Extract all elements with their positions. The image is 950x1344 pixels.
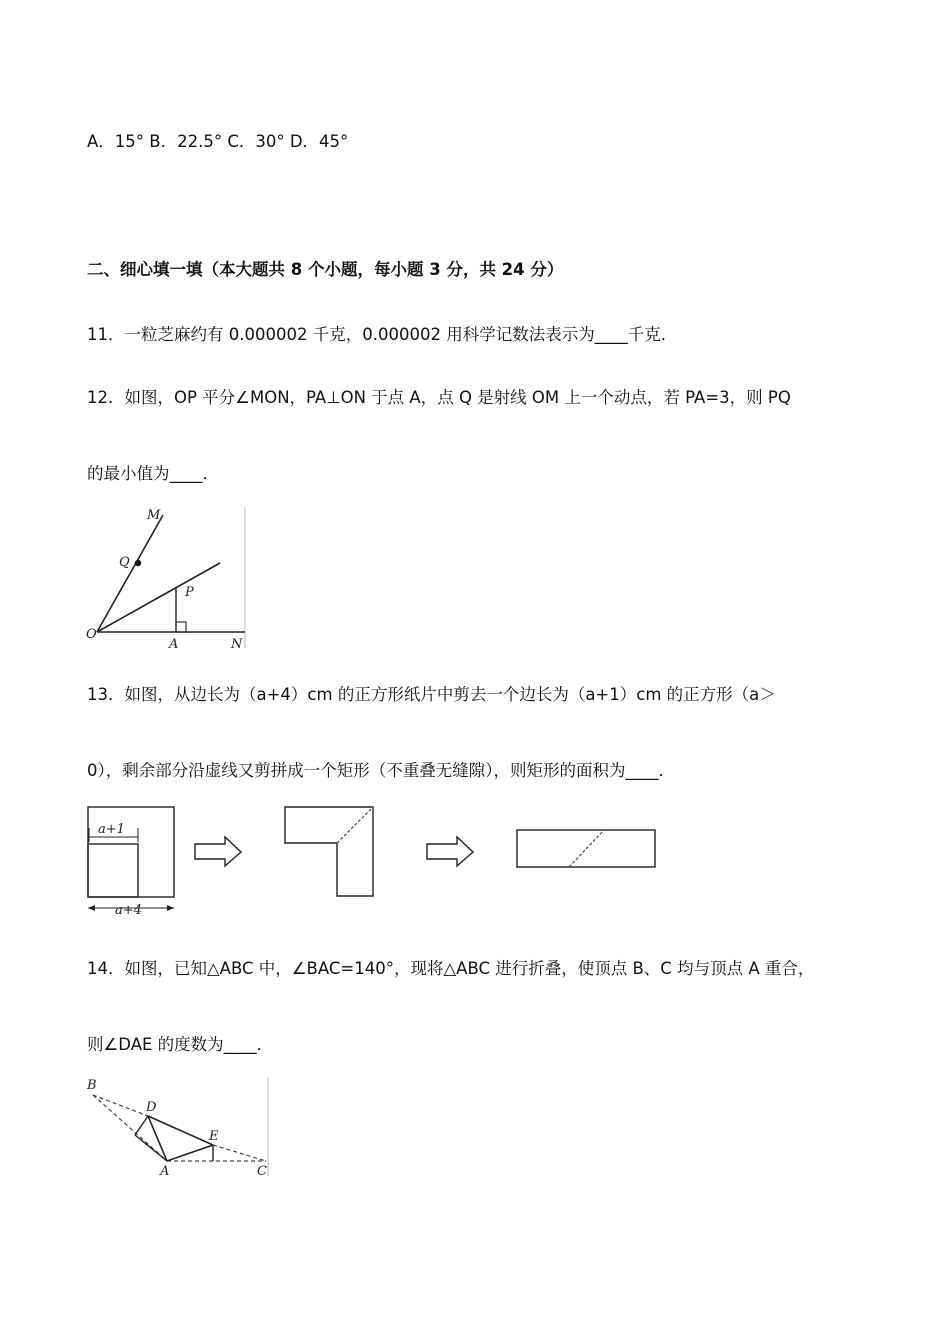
label-m: M [147,508,161,523]
question-13-line1: 13．如图，从边长为（a+4）cm 的正方形纸片中剪去一个边长为（a+1）cm 的正方形（a＞ [87,685,776,704]
ray-om [97,515,163,632]
label-c: C [257,1164,267,1179]
cut-line [337,807,373,843]
side-bd [93,1095,148,1116]
question-13-line2: 0），剩余部分沿虚线又剪拼成一个矩形（不重叠无缝隙），则矩形的面积为____． [87,761,675,780]
right-angle-mark [176,622,186,632]
ray-op [97,563,220,632]
segment-ea [167,1145,213,1161]
arrow-right-icon [427,837,473,866]
q10-options: A．15° B．22.5° C．30° D．45° [87,132,349,151]
label-a: A [169,637,179,650]
label-n: N [231,637,243,650]
section-heading: 二、细心填一填（本大题共 8 个小题，每小题 3 分，共 24 分） [87,260,564,279]
q14-figure [85,1073,275,1181]
label-a: A [160,1164,170,1179]
small-square [88,844,138,897]
arrow-right-icon [195,837,241,866]
question-12-line2: 的最小值为____． [87,464,219,483]
question-14-line1: 14．如图，已知△ABC 中，∠BAC=140°，现将△ABC 进行折叠，使顶点 B、C 均与顶点 A 重合， [87,959,815,978]
question-12-line1: 12．如图，OP 平分∠MON，PA⊥ON 于点 A，点 Q 是射线 OM 上一个动点，若 PA=3，则 PQ [87,388,791,407]
label-a-plus-1: a+1 [98,822,125,837]
label-d: D [146,1100,157,1115]
label-o: O [86,627,97,642]
label-a-plus-4: a+4 [115,903,142,918]
q13-figure [85,800,660,918]
label-e: E [209,1129,219,1144]
question-11: 11．一粒芝麻约有 0.000002 千克，0.000002 用科学记数法表示为____千克． [87,325,678,344]
label-q: Q [119,555,130,570]
cut-line [569,830,604,867]
point-q [135,560,141,566]
question-14-line2: 则∠DAE 的度数为____． [87,1035,274,1054]
label-b: B [87,1078,97,1093]
q12-figure [85,505,247,650]
big-square [88,807,174,897]
label-p: P [185,585,194,600]
side-ec [213,1145,266,1161]
